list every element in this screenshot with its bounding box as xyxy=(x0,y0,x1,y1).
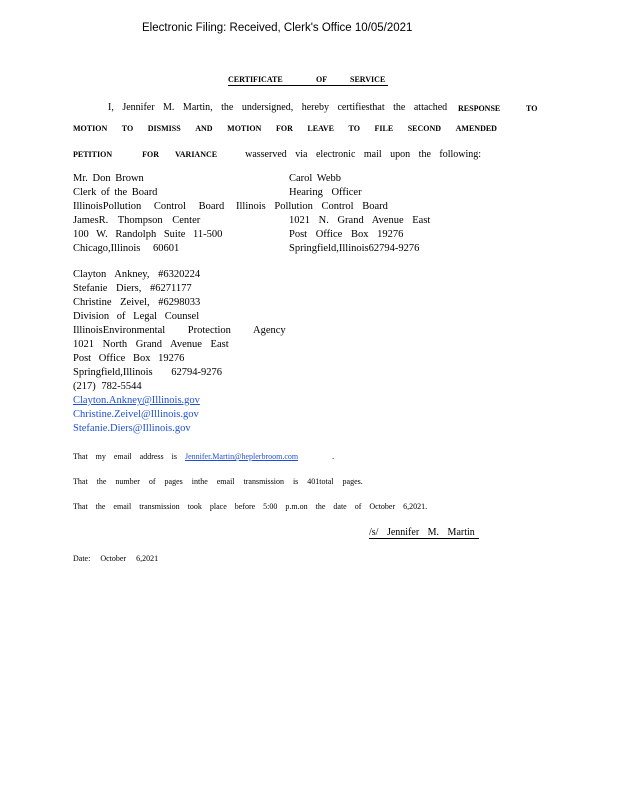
date-line: Date: October 6,2021 xyxy=(73,554,159,563)
recipient-line: Springfield,Illinois62794-9276 xyxy=(289,243,420,254)
intro-bold-word: TO xyxy=(348,124,360,133)
recipient-line: Illinois Pollution Control Board xyxy=(236,201,388,212)
recipient-line: Post Office Box 19276 xyxy=(73,353,185,364)
intro-bold-word: FOR xyxy=(275,124,293,133)
filing-stamp: Electronic Filing: Received, Clerk's Office 10/05/2021 xyxy=(142,22,413,34)
intro-bold-word: AND xyxy=(195,124,213,133)
recipient-line: 1021 N. Grand Avenue East xyxy=(289,215,431,226)
intro-line-3 xyxy=(73,144,481,162)
intro-text-1: I, Jennifer M. Martin, the undersigned, hereby certifiesthat the attached xyxy=(108,102,448,113)
email-link[interactable]: Stefanie.Diers@Illinois.gov xyxy=(73,423,191,434)
intro-bold-word: DISMISS xyxy=(147,124,181,133)
author-email-link[interactable]: Jennifer.Martin@heplerbroom.com xyxy=(184,452,299,461)
intro-bold-word: MOTION xyxy=(227,124,262,133)
email-statement-suffix: . xyxy=(332,452,335,461)
email-statement-prefix: That my email address is xyxy=(73,452,177,461)
email-statement xyxy=(73,452,334,461)
recipient-line: Division of Legal Counsel xyxy=(73,311,200,322)
intro-line-2 xyxy=(73,124,497,133)
intro-bold-response: RESPONSE xyxy=(458,104,501,113)
recipient-line: 100 W. Randolph Suite 11-500 xyxy=(73,229,223,240)
recipient-line: IllinoisPollution Control Board xyxy=(73,201,225,212)
intro-bold-word: FILE xyxy=(374,124,394,133)
title-word-certificate: CERTIFICATE xyxy=(228,75,283,84)
intro-bold-to: TO xyxy=(526,104,538,113)
recipient-line: (217) 782-5544 xyxy=(73,381,142,392)
title-word-service: SERVICE xyxy=(350,75,386,84)
title-word-of: OF xyxy=(316,75,328,84)
recipient-line: JamesR. Thompson Center xyxy=(73,215,201,226)
intro-line-1 xyxy=(108,102,536,113)
recipients-left xyxy=(73,172,224,256)
recipient-line: Clerk of the Board xyxy=(73,187,158,198)
intro-bold-word: TO xyxy=(121,124,134,133)
intro-bold-variance: VARIANCE xyxy=(175,150,218,159)
time-statement: That the email transmission took place before 5:00 p.m.on the date of October 6,2021. xyxy=(73,502,428,511)
intro-bold-word: AMENDED xyxy=(455,124,497,133)
intro-bold-petition: PETITION xyxy=(73,150,113,159)
signature: /s/ Jennifer M. Martin xyxy=(369,527,479,539)
recipient-line: Stefanie Diers, #6271177 xyxy=(73,283,192,294)
recipient-line: Clayton Ankney, #6320224 xyxy=(73,269,201,280)
intro-bold-word: LEAVE xyxy=(307,124,334,133)
recipient-line: Carol Webb xyxy=(289,173,341,184)
recipients-iepa xyxy=(73,268,286,436)
recipient-line: 1021 North Grand Avenue East xyxy=(73,339,229,350)
intro-bold-for: FOR xyxy=(142,150,160,159)
recipient-line: Springfield,Illinois 62794-9276 xyxy=(73,367,222,378)
recipients-right xyxy=(236,172,431,256)
intro-bold-word: SECOND xyxy=(407,124,442,133)
intro-text-3: wasserved via electronic mail upon the following: xyxy=(245,149,482,160)
email-link[interactable]: Christine.Zeivel@Illinois.gov xyxy=(73,409,199,420)
email-link[interactable]: Clayton.Ankney@Illinois.gov xyxy=(73,395,200,406)
recipient-line: Christine Zeivel, #6298033 xyxy=(73,297,201,308)
recipient-line: IllinoisEnvironmental Protection Agency xyxy=(73,325,286,336)
recipient-line: Chicago,Illinois 60601 xyxy=(73,243,180,254)
recipient-line: Mr. Don Brown xyxy=(73,173,144,184)
recipient-line: Post Office Box 19276 xyxy=(289,229,404,240)
pages-statement: That the number of pages inthe email transmission is 401total pages. xyxy=(73,477,363,486)
recipient-line: Hearing Officer xyxy=(289,187,362,198)
intro-bold-word: MOTION xyxy=(73,124,108,133)
certificate-title xyxy=(228,75,388,86)
